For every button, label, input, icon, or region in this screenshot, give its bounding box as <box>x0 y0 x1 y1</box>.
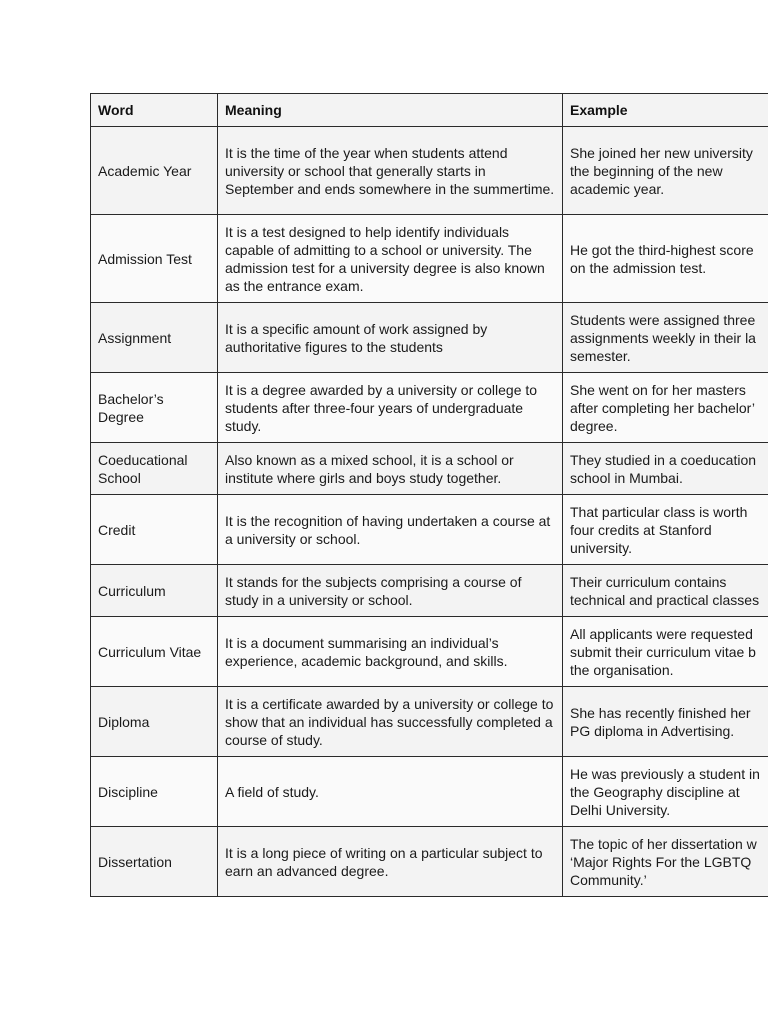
example-text-line: She joined her new university <box>570 144 753 161</box>
example-text-line: university. <box>570 539 632 556</box>
header-row <box>91 94 768 127</box>
cell-example <box>563 495 768 565</box>
cell-meaning: It is the time of the year when students attend university or school that generally starts in September and ends somewhere in the summertime. <box>218 127 563 215</box>
cell-example <box>563 303 768 373</box>
example-text-line: on the admission test. <box>570 259 707 276</box>
example-text-line: She has recently finished her <box>570 704 751 721</box>
example-text-line: He was previously a student in <box>570 765 760 782</box>
example-text-line: That particular class is worth <box>570 503 748 520</box>
cell-word: Diploma <box>91 687 218 757</box>
table-header <box>91 94 768 127</box>
cell-example <box>563 687 768 757</box>
cell-example <box>563 827 768 897</box>
cell-example <box>563 127 768 215</box>
table-row <box>91 443 768 495</box>
example-text-line: The topic of her dissertation w <box>570 835 757 852</box>
table-row <box>91 127 768 215</box>
example-text-line: the beginning of the new <box>570 162 723 179</box>
cell-meaning: It is the recognition of having undertaken a course at a university or school. <box>218 495 563 565</box>
example-text-line: four credits at Stanford <box>570 521 712 538</box>
cell-word: Discipline <box>91 757 218 827</box>
cell-example <box>563 565 768 617</box>
cell-word: Dissertation <box>91 827 218 897</box>
cell-word: Admission Test <box>91 215 218 303</box>
table-row <box>91 827 768 897</box>
cell-meaning: It is a long piece of writing on a particular subject to earn an advanced degree. <box>218 827 563 897</box>
example-text-line: Delhi University. <box>570 801 671 818</box>
example-text-line: school in Mumbai. <box>570 469 683 486</box>
table-body <box>91 127 768 897</box>
header-meaning: Meaning <box>218 94 563 127</box>
table-row <box>91 757 768 827</box>
example-text-line: PG diploma in Advertising. <box>570 722 735 739</box>
cell-word: Curriculum <box>91 565 218 617</box>
example-text-line: submit their curriculum vitae b <box>570 643 756 660</box>
cell-example <box>563 757 768 827</box>
cell-word: Bachelor’s Degree <box>91 373 218 443</box>
vocabulary-table <box>90 93 768 897</box>
cell-word: Assignment <box>91 303 218 373</box>
header-example: Example <box>563 94 768 127</box>
example-text-line: assignments weekly in their la <box>570 329 756 346</box>
cell-meaning: It is a degree awarded by a university or college to students after three-four years of undergraduate study. <box>218 373 563 443</box>
table-row <box>91 215 768 303</box>
example-text-line: technical and practical classes <box>570 591 760 608</box>
header-word: Word <box>91 94 218 127</box>
table-row <box>91 565 768 617</box>
example-text-line: Community.’ <box>570 871 647 888</box>
cell-meaning: It stands for the subjects comprising a course of study in a university or school. <box>218 565 563 617</box>
cell-meaning: It is a document summarising an individual’s experience, academic background, and skills. <box>218 617 563 687</box>
cell-example <box>563 373 768 443</box>
example-text-line: the organisation. <box>570 661 674 678</box>
cell-word: Academic Year <box>91 127 218 215</box>
cell-meaning: It is a certificate awarded by a university or college to show that an individual has successfully completed a course of study. <box>218 687 563 757</box>
example-text-line: the Geography discipline at <box>570 783 740 800</box>
example-text-line: He got the third-highest score <box>570 241 754 258</box>
example-text-line: She went on for her masters <box>570 381 746 398</box>
example-text-line: Students were assigned three <box>570 311 756 328</box>
table-row <box>91 495 768 565</box>
example-text-line: ‘Major Rights For the LGBTQ <box>570 853 752 870</box>
example-text-line: academic year. <box>570 180 665 197</box>
cell-word: Coeducational School <box>91 443 218 495</box>
cell-example <box>563 443 768 495</box>
cell-meaning: It is a specific amount of work assigned by authoritative figures to the students <box>218 303 563 373</box>
cell-meaning: Also known as a mixed school, it is a school or institute where girls and boys study together. <box>218 443 563 495</box>
example-text-line: All applicants were requested <box>570 625 753 642</box>
table-row <box>91 617 768 687</box>
cell-word: Credit <box>91 495 218 565</box>
example-text-line: semester. <box>570 347 631 364</box>
cell-example <box>563 215 768 303</box>
cell-example <box>563 617 768 687</box>
example-text-line: after completing her bachelor’ <box>570 399 755 416</box>
table-row <box>91 373 768 443</box>
example-text-line: degree. <box>570 417 618 434</box>
cell-meaning: A field of study. <box>218 757 563 827</box>
cell-meaning: It is a test designed to help identify individuals capable of admitting to a school or university. The admission test for a university degree is also known as the entrance exam. <box>218 215 563 303</box>
example-text-line: Their curriculum contains <box>570 573 727 590</box>
table-row <box>91 303 768 373</box>
table-row <box>91 687 768 757</box>
example-text-line: They studied in a coeducation <box>570 451 757 468</box>
cell-word: Curriculum Vitae <box>91 617 218 687</box>
